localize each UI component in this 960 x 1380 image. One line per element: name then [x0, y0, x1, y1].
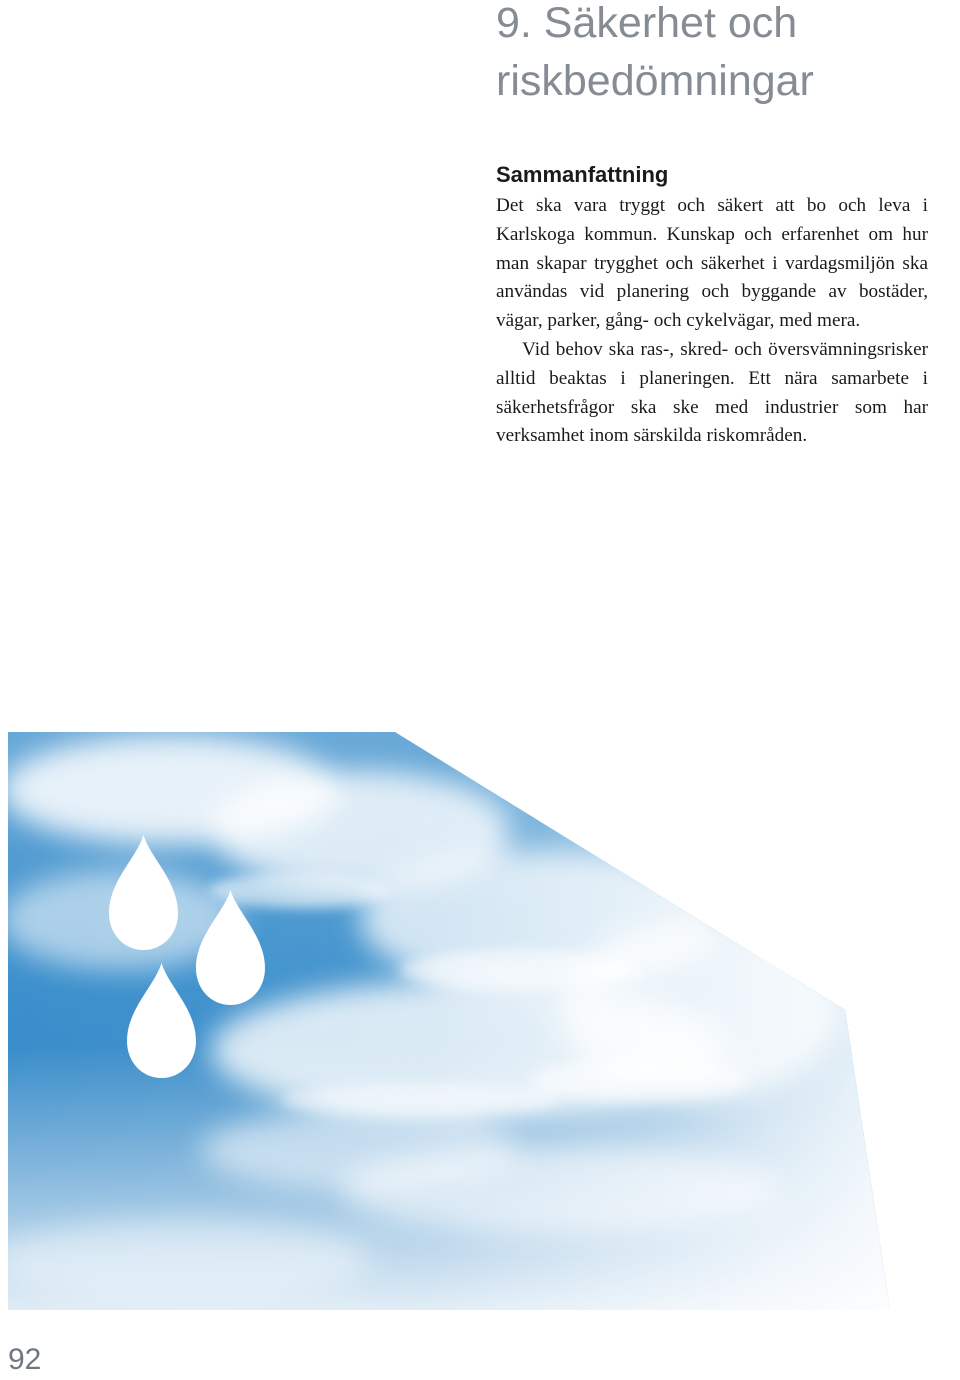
page-number: 92 [8, 1343, 42, 1376]
chapter-title: 9. Säkerhet och riskbedömningar [496, 0, 814, 105]
section-heading: Sammanfattning [496, 162, 669, 187]
summary-body [496, 192, 928, 451]
summary-paragraph: Det ska vara tryggt och säkert att bo och leva i Karlskoga kommun. Kunskap och erfarenhet om hur man skapar trygghet och säkerhet i vardagsmiljön ska användas vid planering och byggande av bostäder, vägar, parker, gång- och cykelvägar, med mera. [496, 195, 928, 332]
sky-illustration [0, 720, 960, 1310]
summary-paragraph: Vid behov ska ras-, skred- och översvämningsrisker alltid beaktas i planeringen. Ett nära samarbete i säkerhetsfrågor ska ske med industrier som har verksamhet inom särskilda riskområden. [496, 338, 928, 447]
